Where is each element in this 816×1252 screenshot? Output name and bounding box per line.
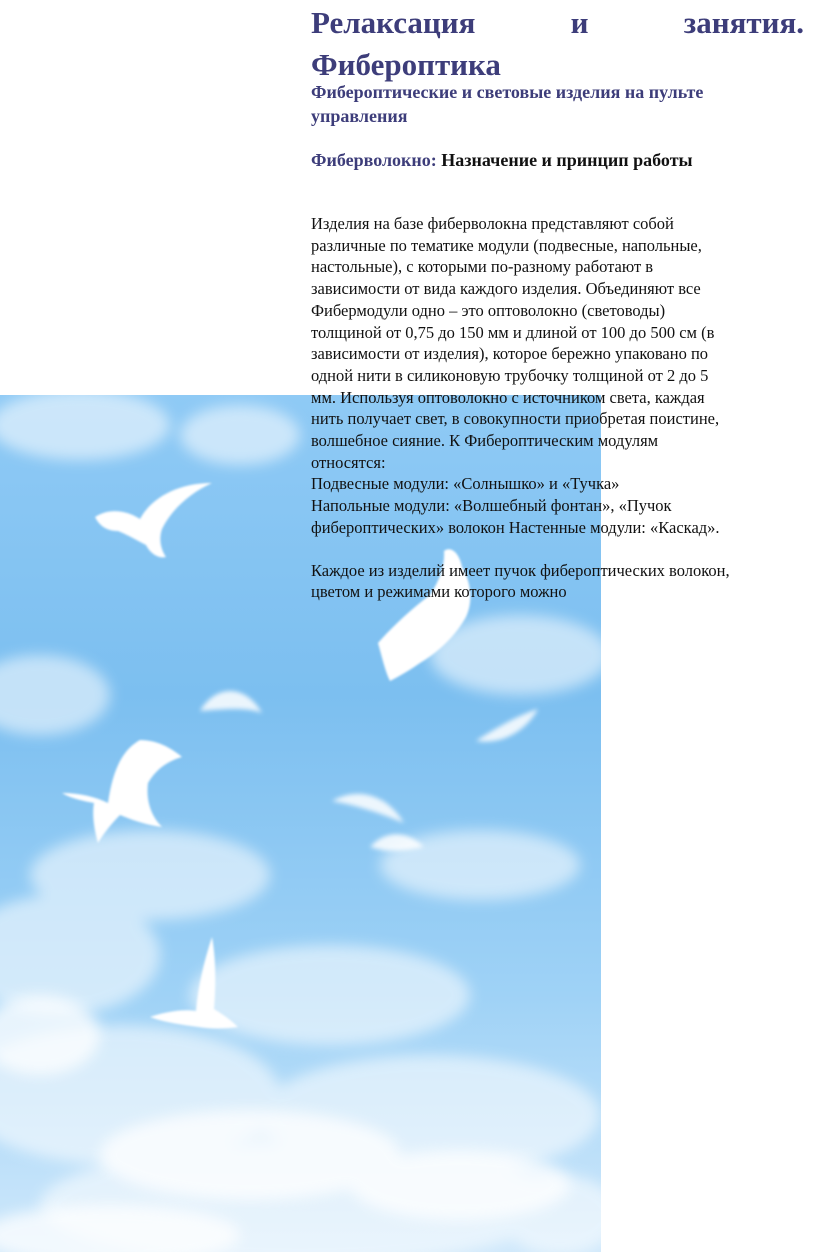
section-heading (311, 148, 711, 172)
bird-1 (95, 483, 212, 557)
section-heading-accent: Фиберволокно: (311, 150, 437, 170)
body-text (311, 213, 731, 603)
paragraph-description: Изделия на базе фиберволокна представляют собой различные по тематике модули (подвесные, напольные, настольные), с которыми по-разному работают в зависимости от вида каждого изделия. Объединяют все Фибермодули одно – это оптоволокно (световоды) толщиной от 0,75 до 150 мм и длиной от 100 до 500 см (в зависимости от изделия), которое бережно упаковано по одной нити в силиконовую трубочку толщиной от 2 до 5 мм. Используя оптоволокно с источником света, каждая нить получает свет, в совокупности приобретая поистине, волшебное сияние. К Фибероптическим модулям относятся: (311, 214, 720, 472)
paragraph-continuation: Каждое из изделий имеет пучок фибероптических волокон, цветом и режимами которого можно (311, 560, 730, 602)
title-line-1 (311, 2, 804, 44)
list-item-floor-modules: Напольные модули: «Волшебный фонтан», «Пучок фибероптических» волокон Настенные модули: «Каскад». (311, 496, 720, 537)
feather-4 (370, 834, 424, 851)
feather-2 (476, 709, 538, 742)
page-subtitle: Фибероптические и световые изделия на пульте управления (311, 82, 704, 126)
section-heading-rest: Назначение и принцип работы (436, 150, 693, 170)
title-line-2: Фибероптика (311, 47, 501, 82)
title-word-1: Релаксация (311, 5, 476, 40)
paragraph-gap (311, 539, 731, 560)
feather-1 (200, 691, 262, 713)
bird-3 (62, 740, 182, 843)
title-word-2: и (570, 5, 589, 40)
page-title (311, 2, 804, 86)
list-item-hanging-modules: Подвесные модули: «Солнышко» и «Тучка» (311, 474, 620, 494)
title-word-3: занятия. (683, 5, 804, 40)
feather-3 (332, 794, 404, 823)
feathers (200, 691, 538, 851)
